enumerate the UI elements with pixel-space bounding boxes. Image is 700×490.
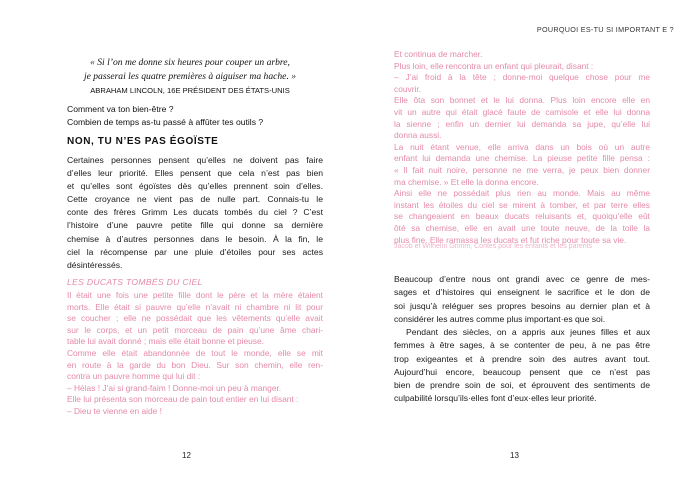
paragraph-line: ciel la récompense par une pluie d’étoiles pour ses actes — [67, 246, 323, 257]
tale-line: Il était une fois une petite fille dont le père et la mère étaient — [67, 290, 323, 300]
tale-line: se coucher ; elle ne possédait que les vêtements qu’elle avait — [67, 313, 323, 324]
question-2: Combien de temps as-tu passé à affûter tes outils ? — [67, 117, 264, 127]
paragraph-line: Beaucoup d’entre nous ont grandi avec ce genre de mes- — [394, 274, 650, 284]
tale-line: se changeaient en beaux ducats reluisants et, quoiqu’elle eût — [394, 211, 650, 222]
paragraph-line: Aujourd’hui encore, beaucoup pensent que ce n’est pas — [394, 366, 650, 377]
running-head: POURQUOI ES-TU SI IMPORTANT E ? — [536, 25, 674, 34]
tale-line: Elle lui présenta son morceau de pain tout entier en lui disant : — [67, 394, 299, 405]
paragraph-line: conte des frères Grimm Les ducats tombés du ciel ? C’est — [67, 207, 323, 218]
tale-line: table lui avait donné ; mais elle était bonne et pieuse. — [67, 336, 264, 347]
paragraph-line: culpabilité lorsqu’ils·elles font d’eux·elles leur priorité. — [394, 393, 597, 404]
paragraph-line: désintéressés. — [67, 259, 123, 270]
paragraph-2 — [394, 326, 650, 406]
tale-line: contra un pauvre homme qui lui dit : — [67, 371, 201, 382]
tale-line: – Dieu te vienne en aide ! — [67, 405, 162, 416]
tale-line: morts. Elle était si pauvre qu’elle n’avait ni chambre ni lit pour — [67, 301, 323, 312]
tale-line: en route à la garde du bon Dieu. Sur son chemin, elle ren- — [67, 359, 323, 370]
tale-line: La nuit étant venue, elle arriva dans un bois où un autre — [394, 141, 650, 152]
paragraph-line: et qu’elles sont égoïstes dès qu’elles prennent soin d’elles. — [67, 181, 323, 192]
intro-paragraph — [67, 154, 323, 272]
tale-line: Comme elle était abandonnée de tout le monde, elle se mit — [67, 347, 323, 358]
tale-line: – Hélas ! J’ai si grand-faim ! Donne-moi un peu à manger. — [67, 382, 282, 393]
paragraph-line: chemise à d’autres personnes dans le besoin. À la fin, le — [67, 233, 323, 244]
section-title: NON, TU N’ES PAS ÉGOÏSTE — [67, 136, 219, 147]
paragraph-line: considérer les autres comme plus important·es que soi. — [394, 313, 606, 324]
tale-line: ma chemise. » Et elle la donna encore. — [394, 176, 539, 187]
tale-line: donna aussi. — [394, 130, 442, 141]
tale-line: Et continua de marcher. — [394, 49, 483, 59]
tale-line: « Il fait nuit noire, personne ne me verra, je peux bien donner — [394, 164, 650, 175]
epigraph — [70, 56, 310, 97]
page-number-left: 12 — [182, 451, 191, 460]
right-page — [350, 0, 700, 490]
paragraph-line: d’elles leur priorité. Elles pensent que cela n’est pas bien — [67, 168, 323, 179]
tale-line: Elle ôta son bonnet et le lui donna. Plus loin encore elle en — [394, 95, 650, 106]
tale-excerpt-right — [394, 49, 650, 246]
tale-line: Plus loin, elle rencontra un enfant qui pleurait, disant : — [394, 60, 594, 71]
tale-line: plus fine. Elle ramassa les ducats et fut riche pour toute sa vie. — [394, 234, 627, 245]
epigraph-line-2: je passerai les quatre premières à aiguiser ma hache. » — [83, 71, 297, 82]
tale-line: – J’ai froid à la tête ; donne-moi quelque chose pour me — [394, 72, 650, 83]
question-1: Comment va ton bien-être ? — [67, 104, 174, 114]
tale-excerpt-left — [67, 290, 323, 418]
tale-line: Ainsi elle ne possédait plus rien au monde. Mais au même — [394, 188, 650, 199]
tale-line: sur le corps, et un petit morceau de pain qu’une âme chari- — [67, 324, 323, 335]
tale-line: enfant lui demanda une chemise. La pieuse petite fille pensa : — [394, 153, 650, 164]
paragraph-line: femmes à être sages, à se contenter de peu, à ne pas être — [394, 340, 650, 351]
tale-line: la sienne ; enfin un dernier lui demanda sa jupe, qu’elle lui — [394, 118, 650, 129]
tale-line: instant les étoiles du ciel se mirent à tomber, et par terre elles — [394, 199, 650, 210]
paragraph-line: Pendant des siècles, on a appris aux jeunes filles et aux — [406, 327, 650, 337]
paragraph-line: sages et d’histoires qui enseignent le sacrifice et le don de — [394, 287, 650, 298]
tale-source-credit: Jacob et Wilhelm Grimm, Contes pour les enfants et les parents — [394, 243, 593, 250]
epigraph-line-1: « Si l’on me donne six heures pour couper un arbre, — [90, 57, 290, 68]
tale-line: vit un autre qui était glacé faute de camisole et elle lui donna — [394, 106, 650, 117]
tale-line: ôté sa chemise, elle en avait une toute neuve, de la toile la — [394, 222, 650, 233]
paragraph-line: trop exigeantes et à prendre soin des autres avant tout. — [394, 353, 650, 364]
paragraph-line: Cette croyance ne vient pas de nulle part. Connais-tu le — [67, 194, 323, 205]
paragraph-line: l’histoire d’une pauvre petite fille qui donne sa dernière — [67, 220, 323, 231]
epigraph-attribution: ABRAHAM LINCOLN, 16E PRÉSIDENT DES ÉTATS-UNIS — [90, 86, 290, 95]
paragraph-line: bien de prendre soin de soi, et éprouvent des sentiments de — [394, 380, 650, 391]
tale-line: couvrir. — [394, 83, 421, 94]
paragraph-line: soi jusqu’à reléguer ses propres besoins au dernier plan et à — [394, 300, 650, 311]
paragraph-line: Certaines personnes pensent qu’elles ne doivent pas faire — [67, 155, 323, 165]
page-number-right: 13 — [510, 451, 519, 460]
paragraph-1 — [394, 273, 650, 326]
tale-title: LES DUCATS TOMBÉS DU CIEL — [67, 277, 203, 287]
